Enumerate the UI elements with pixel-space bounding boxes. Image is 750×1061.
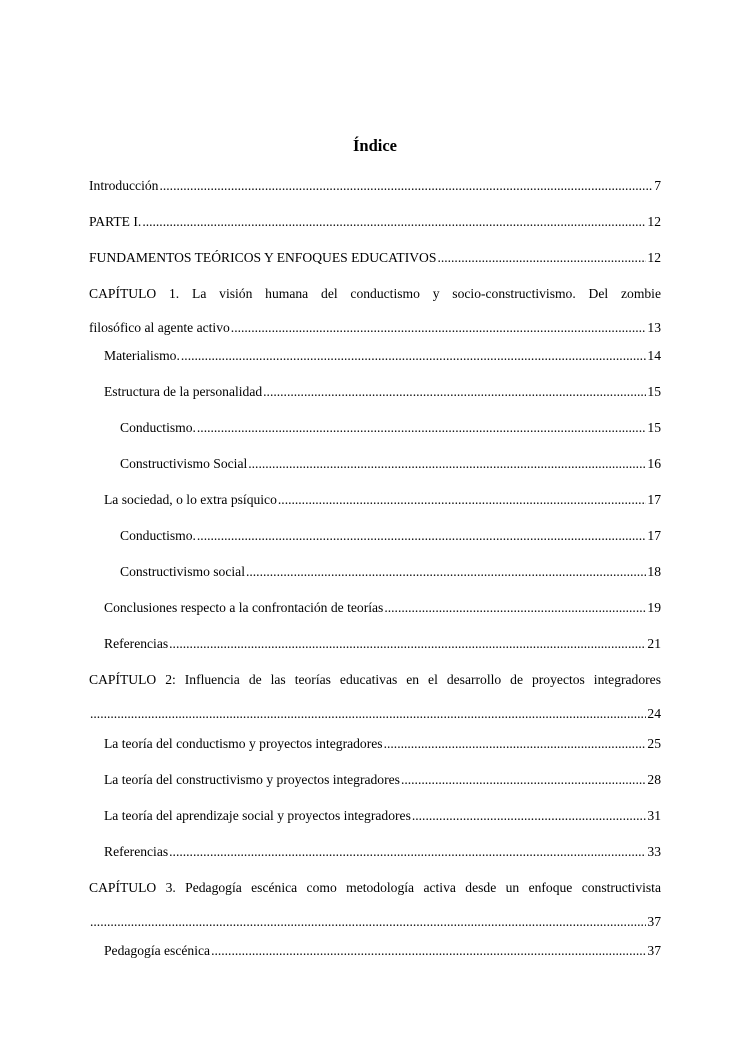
dot-leader — [90, 704, 646, 724]
toc-entry-text: Materialismo. — [104, 348, 180, 363]
page-title: Índice — [352, 136, 397, 155]
toc-entry-text: FUNDAMENTOS TEÓRICOS Y ENFOQUES EDUCATIVOS — [89, 250, 437, 265]
toc-entry-text: La teoría del conductismo y proyectos integradores — [104, 736, 383, 751]
toc-entry-capitulo-3[interactable] — [89, 878, 661, 932]
dot-leader — [169, 634, 646, 654]
dot-leader — [211, 941, 646, 961]
toc-entry-sociedad[interactable] — [104, 490, 661, 510]
dot-leader — [197, 418, 647, 438]
toc-entry-text-line1: CAPÍTULO 1. La visión humana del conductismo y socio-constructivismo. Del zombie — [89, 286, 661, 301]
dot-leader — [401, 770, 646, 790]
dot-leader — [248, 454, 646, 474]
toc-page-number: 15 — [647, 384, 661, 399]
toc-entry-text: Constructivismo Social — [120, 456, 248, 471]
toc-entry-text-line1: CAPÍTULO 3. Pedagogía escénica como metodología activa desde un enfoque constructivista — [89, 880, 661, 895]
toc-entry-teoria-constructivismo[interactable] — [104, 770, 661, 790]
toc-page-number: 33 — [647, 844, 661, 859]
toc-entry-referencias-1[interactable] — [104, 634, 661, 654]
toc-page-number: 15 — [647, 420, 661, 435]
toc-entry-capitulo-1[interactable] — [89, 284, 661, 338]
toc-page-number: 7 — [654, 178, 661, 193]
toc-entry-materialismo[interactable] — [104, 346, 661, 366]
toc-page-number: 25 — [647, 736, 661, 751]
dot-leader — [197, 526, 647, 546]
toc-page-number: 21 — [647, 636, 661, 651]
toc-page-number: 13 — [647, 320, 661, 335]
toc-page-number: 28 — [647, 772, 661, 787]
toc-entry-text: Constructivismo social — [120, 564, 245, 579]
toc-entry-parte-1[interactable] — [89, 212, 661, 232]
toc-page-number: 24 — [647, 706, 661, 721]
toc-entry-estructura-personalidad[interactable] — [104, 382, 661, 402]
toc-entry-text: Referencias — [104, 844, 169, 859]
toc-entry-teoria-conductismo[interactable] — [104, 734, 661, 754]
toc-entry-introduccion[interactable] — [89, 176, 661, 196]
toc-entry-fundamentos[interactable] — [89, 248, 661, 268]
dot-leader — [263, 382, 646, 402]
toc-entry-constructivismo-social-2[interactable] — [120, 562, 661, 582]
toc-entry-text: Pedagogía escénica — [104, 943, 211, 958]
toc-entry-text: La sociedad, o lo extra psíquico — [104, 492, 277, 507]
toc-page-number: 17 — [647, 528, 661, 543]
toc-page-number: 16 — [647, 456, 661, 471]
dot-leader — [384, 734, 647, 754]
toc-page-number: 17 — [647, 492, 661, 507]
dot-leader — [181, 346, 647, 366]
dot-leader — [142, 212, 646, 232]
toc-entry-capitulo-2[interactable] — [89, 670, 661, 724]
dot-leader — [159, 176, 653, 196]
toc-entry-text: PARTE I. — [89, 214, 142, 229]
toc-page-number: 12 — [647, 214, 661, 229]
toc-page-number: 18 — [647, 564, 661, 579]
toc-page-number: 37 — [647, 943, 661, 958]
toc-entry-text: La teoría del aprendizaje social y proyectos integradores — [104, 808, 411, 823]
toc-entry-referencias-2[interactable] — [104, 842, 661, 862]
toc-page-number: 31 — [647, 808, 661, 823]
toc-entry-text: La teoría del constructivismo y proyectos integradores — [104, 772, 400, 787]
toc-entry-text: Conductismo. — [120, 420, 196, 435]
toc-page-number: 12 — [647, 250, 661, 265]
toc-entry-text: filosófico al agente activo — [89, 320, 230, 335]
toc-entry-text: Estructura de la personalidad — [104, 384, 263, 399]
toc-page-number: 19 — [647, 600, 661, 615]
dot-leader — [384, 598, 646, 618]
toc-entry-teoria-aprendizaje-social[interactable] — [104, 806, 661, 826]
dot-leader — [246, 562, 646, 582]
toc-entry-conductismo-2[interactable] — [120, 526, 661, 546]
toc-entry-text: Referencias — [104, 636, 169, 651]
dot-leader — [169, 842, 646, 862]
toc-entry-conductismo-1[interactable] — [120, 418, 661, 438]
toc-entry-conclusiones[interactable] — [104, 598, 661, 618]
dot-leader — [231, 318, 647, 338]
toc-entry-text-line1: CAPÍTULO 2: Influencia de las teorías educativas en el desarrollo de proyectos integradores — [89, 672, 661, 687]
dot-leader — [278, 490, 647, 510]
toc-page-number: 14 — [647, 348, 661, 363]
dot-leader — [412, 806, 647, 826]
toc-entry-pedagogia-escenica[interactable] — [104, 941, 661, 961]
dot-leader — [90, 912, 646, 932]
toc-page-number: 37 — [647, 914, 661, 929]
dot-leader — [437, 248, 646, 268]
toc-entry-text: Introducción — [89, 178, 159, 193]
toc-entry-text: Conclusiones respecto a la confrontación de teorías — [104, 600, 384, 615]
toc-entry-text: Conductismo. — [120, 528, 196, 543]
toc-entry-constructivismo-social-1[interactable] — [120, 454, 661, 474]
